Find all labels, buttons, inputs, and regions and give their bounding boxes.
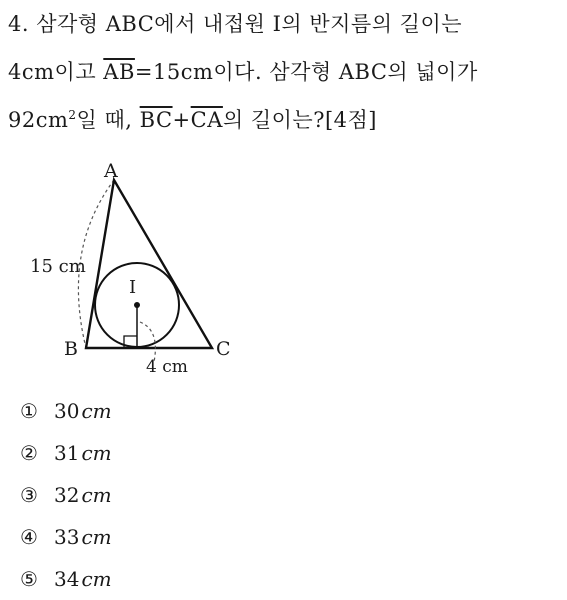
problem-text-2-post: =15cm이다. 삼각형 ABC의 넓이가 — [134, 60, 478, 84]
choice-value: 33 — [54, 525, 80, 549]
problem-line-2 — [8, 56, 478, 86]
choice-3[interactable] — [20, 474, 112, 516]
choice-value: 30 — [54, 399, 80, 423]
choice-number: ⑤ — [20, 567, 38, 591]
vertex-c-label: C — [216, 338, 231, 360]
plus-sign: + — [172, 108, 191, 132]
segment-ca: $\overline{CA}$ — [190, 108, 223, 132]
choice-1[interactable] — [20, 390, 112, 432]
area-exponent: 2 — [68, 108, 77, 122]
choice-number: ④ — [20, 525, 38, 549]
problem-line-1 — [8, 8, 462, 38]
choice-unit: cm — [81, 483, 112, 507]
problem-line-3 — [8, 104, 377, 134]
choice-5[interactable] — [20, 558, 112, 600]
side-length-label: 15 cm — [30, 256, 86, 277]
choice-number: ③ — [20, 483, 38, 507]
area-value: 92cm — [8, 108, 69, 132]
problem-text-2-pre: 4cm이고 — [8, 60, 104, 84]
answer-choices — [20, 390, 112, 600]
choice-2[interactable] — [20, 432, 112, 474]
choice-unit: cm — [81, 441, 112, 465]
choice-unit: cm — [81, 525, 112, 549]
choice-value: 31 — [54, 441, 80, 465]
triangle-figure — [0, 150, 260, 380]
choice-number: ② — [20, 441, 38, 465]
incenter-label: I — [129, 277, 137, 298]
choice-value: 32 — [54, 483, 80, 507]
choice-value: 34 — [54, 567, 80, 591]
problem-text-1: 4. 삼각형 ABC에서 내접원 I의 반지름의 길이는 — [8, 12, 463, 36]
choice-unit: cm — [81, 567, 112, 591]
choice-number: ① — [20, 399, 38, 423]
vertex-a-label: A — [104, 160, 118, 182]
radius-length-label: 4 cm — [146, 357, 188, 377]
segment-ab: $\overline{AB}$ — [103, 60, 135, 84]
choice-4[interactable] — [20, 516, 112, 558]
problem-text-3-post: 의 길이는?[4점] — [222, 108, 378, 132]
radius-arc — [140, 322, 155, 362]
vertex-b-label: B — [64, 338, 78, 360]
segment-bc: $\overline{BC}$ — [139, 108, 173, 132]
choice-unit: cm — [81, 399, 112, 423]
problem-text-3-mid: 일 때, — [76, 108, 140, 132]
